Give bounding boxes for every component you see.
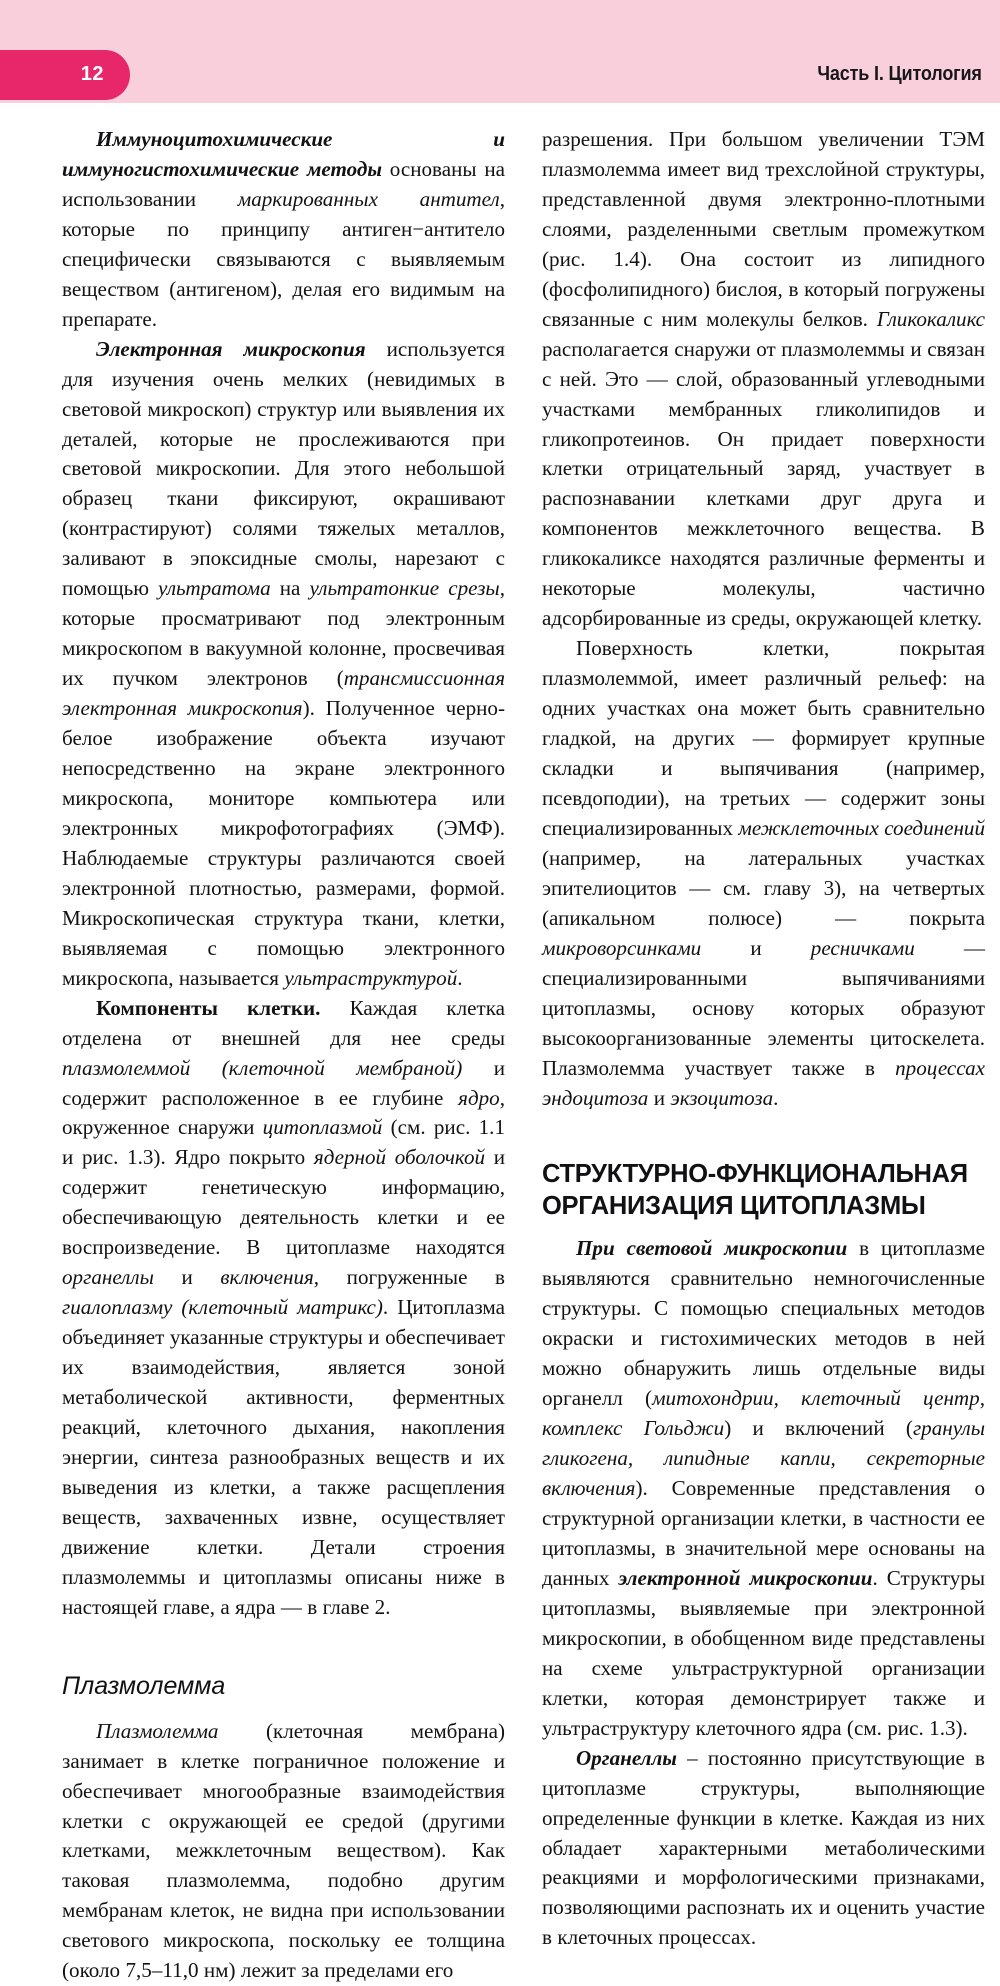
right-text-column	[542, 125, 986, 1950]
paragraph-lead-term: Плазмолемма	[96, 1718, 219, 1743]
page-body	[0, 103, 1000, 1983]
subheading-plasmolemma: Плазмолемма	[62, 1671, 226, 1700]
paragraph-cell-surface	[542, 634, 985, 1113]
paragraph-organelles	[542, 1744, 985, 1954]
paragraph-resolution-continued	[542, 125, 985, 634]
paragraph-body: – постоянно присутствующие в цитоплазме структуры, выполняющие определенные функции в клетке. Каждая из них обладает характерными метаболическими реакциями и морфологическими признаками, позволяющими распознать их и оценить участие в клеточных процессах.	[542, 1745, 985, 1950]
paragraph-body: Каждая клетка отделена от внешней для нее среды плазмолеммой (клеточной мембраной) и содержит расположенное в ее глубине ядро, окруженное снаружи цитоплазмой (см. рис. 1.1 и рис. 1.3). Ядро покрыто ядерной оболочкой и содержит генетическую информацию, обеспечивающую деятельность клетки и ее воспроизведение. В цитоплазме находятся органеллы и включения, погруженные в гиалоплазму (клеточный матрикс). Цитоплазма объединяет указанные структуры и обеспечивает их взаимодействия, является зоной метаболической активности, ферментных реакций, клеточного дыхания, накопления энергии, синтеза разнообразных веществ и их выведения из клетки, а также расщепления веществ, захваченных извне, осуществляет движение клетки. Детали строения плазмолеммы и цитоплазмы описаны ниже в настоящей главе, а ядра — в главе 2.	[62, 995, 506, 1619]
page-number: 12	[80, 63, 104, 86]
paragraph-body: в цитоплазме выявляются сравнительно немногочисленные структуры. С помощью специальных методов окраски и гистохимических методов в ней можно обнаружить лишь отдельные виды органелл (митохондрии, клеточный центр, комплекс Гольджи) и включений (гранулы гликогена, липидные капли, секреторные включения). Современные представления о структурной организации клетки, в частности ее цитоплазмы, в значительной мере основаны на данных электронной микроскопии. Структуры цитоплазмы, выявляемые при электронной микроскопии, в обобщенном виде представлены на схеме ультраструктурной организации клетки, которая демонстрирует также и ультраструктуру клеточного ядра (см. рис. 1.3).	[542, 1236, 986, 1740]
paragraph-lead-term: Компоненты клетки.	[96, 995, 321, 1020]
paragraph-body: основаны на использовании маркированных антител, которые по принципу антиген−антитело специфически связываются с выявляемым веществом (антигеном), делая его видимым на препарате.	[62, 156, 505, 331]
paragraph-body: (клеточная мембрана) занимает в клетке пограничное положение и обеспечивает многообразные взаимодействия клетки с окружающей ее средой (другими клетками, межклеточным веществом). Как таковая плазмолемма, подобно другим мембранам клеток, не видна при использовании светового микроскопа, поскольку ее толщина (около 7,5–11,0 нм) лежит за пределами его	[62, 1718, 505, 1983]
paragraph-plasmolemma-intro	[62, 1717, 505, 1986]
paragraph-body: разрешения. При большом увеличении ТЭМ плазмолемма имеет вид трехслойной структуры, представленной двумя электронно-плотными слоями, разделенными светлым промежутком (рис. 1.4). Она состоит из липидного (фосфолипидного) бислоя, в который погружены связанные с ним молекулы белков. Гликокаликс располагается снаружи от плазмолеммы и связан с ней. Это — слой, образованный углеводными участками мембранных гликолипидов и гликопротеинов. Он придает поверхности клетки отрицательный заряд, участвует в распознавании клетками друг друга и компонентов межклеточного вещества. В гликокаликсе находятся различные ферменты и некоторые молекулы, частично адсорбированные из среды, окружающей клетку.	[542, 127, 985, 631]
paragraph-immunocytochemistry	[62, 125, 505, 335]
running-head: Часть I. Цитология	[817, 62, 982, 85]
paragraph-lead-term: Иммуноцитохимические и иммуногистохимические методы	[62, 127, 505, 181]
left-text-column	[62, 125, 506, 1983]
paragraph-lead-term: При световой микроскопии	[576, 1236, 848, 1261]
subheading-plasmolemma-wrap	[62, 1671, 505, 1701]
paragraph-lead-term: Органеллы	[576, 1745, 677, 1770]
page-header-band	[0, 0, 1000, 103]
paragraph-electron-microscopy	[62, 335, 505, 994]
paragraph-cell-components	[62, 994, 505, 1623]
paragraph-lead-term: Электронная микроскопия	[96, 336, 366, 361]
section-heading-line-1: СТРУКТУРНО-ФУНКЦИОНАЛЬНАЯ	[542, 1160, 968, 1189]
paragraph-body: Поверхность клетки, покрытая плазмолеммой, имеет различный рельеф: на одних участках она может быть сравнительно гладкой, на других — формирует крупные складки и выпячивания (например, псевдоподии), на третьих — содержит зоны специализированных межклеточных соединений (например, на латеральных участках эпителиоцитов — см. главу 3), на четвертых (апикальном полюсе) — покрыта микроворсинками и ресничками — специализированными выпячиваниями цитоплазмы, основу которых образуют высокоорганизованные элементы цитоскелета. Плазмолемма участвует также в процессах эндоцитоза и экзоцитоза.	[542, 636, 986, 1110]
section-heading-line-2: ОРГАНИЗАЦИЯ ЦИТОПЛАЗМЫ	[542, 1191, 926, 1220]
paragraph-body: используется для изучения очень мелких (невидимых в световой микроскоп) структур или выявления их деталей, которые не прослеживаются при световой микроскопии. Для этого небольшой образец ткани фиксируют, окрашивают (контрастируют) солями тяжелых металлов, заливают в эпоксидные смолы, нарезают с помощью ультратома на ультратонкие срезы, которые просматривают под электронным микроскопом в вакуумной колонне, просвечивая их пучком электронов (трансмиссионная электронная микроскопия). Полученное черно-белое изображение объекта изучают непосредственно на экране электронного микроскопа, мониторе компьютера или электронных микрофотографиях (ЭМФ). Наблюдаемые структуры различаются своей электронной плотностью, размерами, формой. Микроскопическая структура ткани, клетки, выявляемая с помощью электронного микроскопа, называется ультраструктурой.	[62, 336, 505, 990]
paragraph-light-microscopy	[542, 1234, 985, 1743]
section-heading-wrap	[542, 1159, 985, 1222]
page-number-tab	[0, 50, 130, 100]
